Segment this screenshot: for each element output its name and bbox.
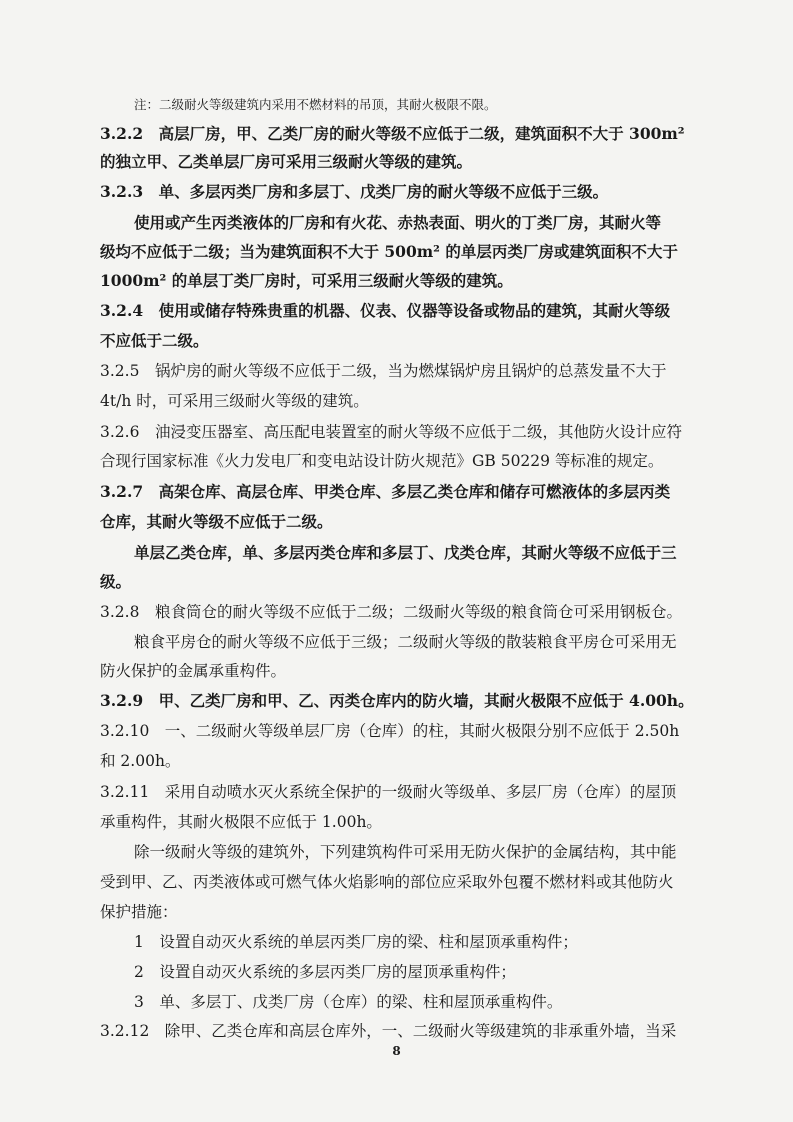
clause-3-2-12: 3.2.12 除甲、乙类仓库和高层仓库外，一、二级耐火等级建筑的非承重外墙，当采 xyxy=(100,1022,677,1040)
clause-3-2-4: 3.2.4 使用或储存特殊贵重的机器、仪表、仪器等设备或物品的建筑，其耐火等级 xyxy=(100,301,671,320)
text-line: 1000m² 的单层丁类厂房时，可采用三级耐火等级的建筑。 xyxy=(100,271,513,290)
text-line: 4t/h 时，可采用三级耐火等级的建筑。 xyxy=(100,392,369,410)
note-line: 注：二级耐火等级建筑内采用不燃材料的吊顶，其耐火极限不限。 xyxy=(134,97,497,112)
text-line: 不应低于二级。 xyxy=(100,331,209,350)
list-item-1: 1 设置自动灭火系统的单层丙类厂房的梁、柱和屋顶承重构件； xyxy=(134,933,578,951)
clause-3-2-8: 3.2.8 粮食筒仓的耐火等级不应低于二级；二级耐火等级的粮食筒仓可采用钢板仓。 xyxy=(100,603,682,621)
clause-3-2-6: 3.2.6 油浸变压器室、高压配电装置室的耐火等级不应低于二级，其他防火设计应符 xyxy=(100,423,682,441)
clause-3-2-9: 3.2.9 甲、乙类厂房和甲、乙、丙类仓库内的防火墙，其耐火极限不应低于 4.00h。 xyxy=(100,691,694,710)
text-line: 保护措施： xyxy=(100,903,178,921)
clause-3-2-11: 3.2.11 采用自动喷水灭火系统全保护的一级耐火等级单、多层厂房（仓库）的屋顶 xyxy=(100,783,677,801)
text-line: 除一级耐火等级的建筑外，下列建筑构件可采用无防火保护的金属结构，其中能 xyxy=(134,843,677,861)
text-line: 单层乙类仓库，单、多层丙类仓库和多层丁、戊类仓库，其耐火等级不应低于三 xyxy=(134,543,677,562)
clause-3-2-10: 3.2.10 一、二级耐火等级单层厂房（仓库）的柱，其耐火极限分别不应低于 2.50h xyxy=(100,722,680,740)
text-line: 仓库，其耐火等级不应低于二级。 xyxy=(100,512,333,531)
list-item-2: 2 设置自动灭火系统的多层丙类厂房的屋顶承重构件； xyxy=(134,963,516,981)
clause-3-2-5: 3.2.5 锅炉房的耐火等级不应低于二级，当为燃煤锅炉房且锅炉的总蒸发量不大于 xyxy=(100,362,667,380)
clause-3-2-7: 3.2.7 高架仓库、高层仓库、甲类仓库、多层乙类仓库和储存可燃液体的多层丙类 xyxy=(100,482,671,501)
page-number: 8 xyxy=(392,1044,401,1058)
text-line: 合现行国家标准《火力发电厂和变电站设计防火规范》GB 50229 等标准的规定。 xyxy=(100,452,664,470)
text-line: 粮食平房仓的耐火等级不应低于三级；二级耐火等级的散装粮食平房仓可采用无 xyxy=(134,633,677,651)
text-line: 受到甲、乙、丙类液体或可燃气体火焰影响的部位应采取外包覆不燃材料或其他防火 xyxy=(100,873,674,891)
text-line: 级均不应低于二级；当为建筑面积不大于 500m² 的单层丙类厂房或建筑面积不大于 xyxy=(100,242,678,261)
text-line: 防火保护的金属承重构件。 xyxy=(100,662,287,680)
list-item-3: 3 单、多层丁、戊类厂房（仓库）的梁、柱和屋顶承重构件。 xyxy=(134,993,563,1011)
text-line: 级。 xyxy=(100,572,132,591)
clause-3-2-2: 3.2.2 高层厂房，甲、乙类厂房的耐火等级不应低于二级，建筑面积不大于 300m² xyxy=(100,124,685,143)
clause-3-2-3: 3.2.3 单、多层丙类厂房和多层丁、戊类厂房的耐火等级不应低于三级。 xyxy=(100,182,609,201)
text-line: 使用或产生丙类液体的厂房和有火花、赤热表面、明火的丁类厂房，其耐火等 xyxy=(134,213,662,232)
text-line: 承重构件，其耐火极限不应低于 1.00h。 xyxy=(100,813,382,831)
text-line: 和 2.00h。 xyxy=(100,752,181,770)
text-line: 的独立甲、乙类单层厂房可采用三级耐火等级的建筑。 xyxy=(100,152,473,171)
